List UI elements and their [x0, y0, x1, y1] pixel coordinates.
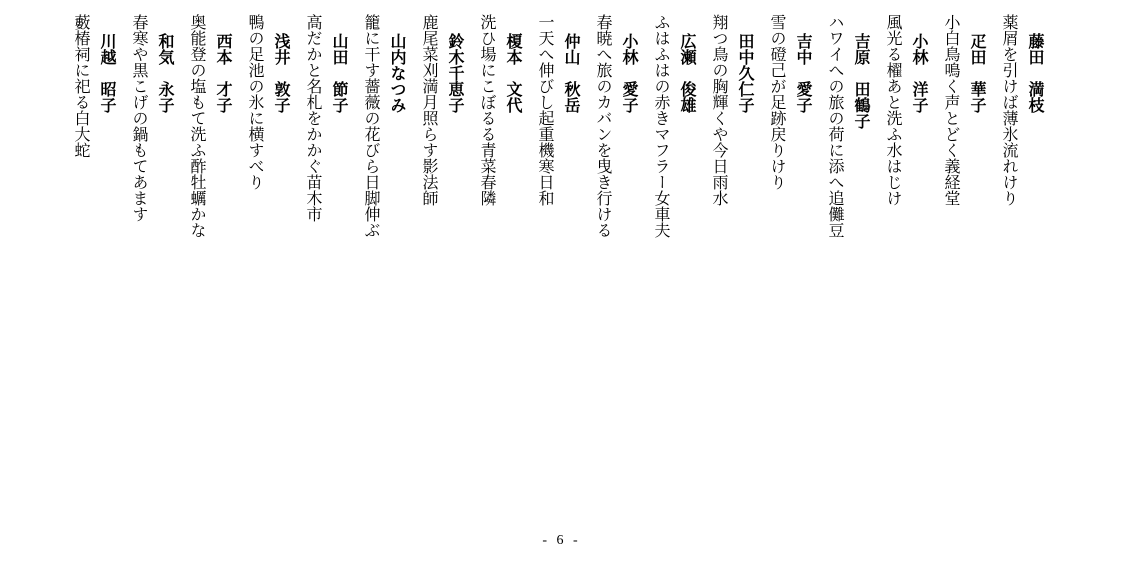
haiku-entry [67, 14, 127, 494]
haiku-poem: 翔つ鳥の胸輝くや今日雨水 [710, 14, 729, 206]
haiku-author: 小林 洋子 [910, 33, 929, 113]
haiku-poem: 風光る櫂あと洗ふ水はじけ [884, 14, 903, 206]
haiku-author: 藤田 満枝 [1026, 33, 1045, 113]
haiku-entry [531, 14, 591, 494]
haiku-entry [589, 14, 649, 494]
haiku-author: 小林 愛子 [620, 33, 639, 113]
haiku-entry [647, 14, 707, 494]
page-number: - 6 - [542, 533, 581, 548]
haiku-author: 広瀬 俊雄 [678, 33, 697, 113]
haiku-entry [995, 14, 1055, 494]
haiku-poem: 春暁へ旅のカバンを曳き行ける [594, 14, 613, 238]
haiku-entry [299, 14, 359, 494]
haiku-poem: ハワイへの旅の荷に添へ追儺豆 [826, 14, 845, 238]
haiku-poem: 鹿尾菜刈満月照らす影法師 [420, 14, 439, 206]
haiku-poem: 洗ひ場にこぼるる青菜春隣 [478, 14, 497, 206]
haiku-poem: ふはふはの赤きマフラー女車夫 [652, 14, 671, 238]
haiku-poem: 薬屑を引けば薄氷流れけり [1000, 14, 1019, 206]
haiku-poem: 鴨の足池の氷に横すべり [246, 14, 265, 190]
haiku-entry [937, 14, 997, 494]
haiku-author: 榎本 文代 [504, 33, 523, 113]
haiku-author: 川越 昭子 [98, 33, 117, 113]
haiku-author: 仲山 秋岳 [562, 33, 581, 113]
haiku-entry [125, 14, 185, 494]
haiku-entry [473, 14, 533, 494]
haiku-entry [821, 14, 881, 494]
haiku-poem: 高だかと名札をかかぐ苗木市 [304, 14, 323, 222]
haiku-author: 鈴木千恵子 [446, 33, 465, 113]
haiku-column-area [72, 14, 1055, 494]
haiku-entry [357, 14, 417, 494]
haiku-entry [183, 14, 243, 494]
haiku-entry [415, 14, 475, 494]
haiku-author: 吉中 愛子 [794, 33, 813, 113]
haiku-entry [879, 14, 939, 494]
haiku-author: 疋田 華子 [968, 33, 987, 113]
haiku-author: 西本 才子 [214, 33, 233, 113]
haiku-poem: 一天へ伸びし起重機寒日和 [536, 14, 555, 206]
haiku-author: 浅井 敦子 [272, 33, 291, 113]
haiku-entry [763, 14, 823, 494]
haiku-poem: 藪椿祠に祀る白大蛇 [72, 14, 91, 158]
haiku-poem: 春寒や黒こげの鍋もてあます [130, 14, 149, 222]
haiku-poem: 小白鳥鳴く声とどく義経堂 [942, 14, 961, 206]
haiku-author: 田中久仁子 [736, 33, 755, 113]
haiku-poem: 雪の磴己が足跡戻りけり [768, 14, 787, 190]
haiku-entry [705, 14, 765, 494]
haiku-entry [241, 14, 301, 494]
haiku-author: 吉原 田鶴子 [852, 33, 871, 129]
haiku-author: 山田 節子 [330, 33, 349, 113]
haiku-author: 山内なつみ [388, 33, 407, 113]
haiku-poem: 籠に干す薔薇の花びら日脚伸ぶ [362, 14, 381, 238]
haiku-poem: 奥能登の塩もて洗ふ酢牡蠣かな [188, 14, 207, 238]
haiku-author: 和気 永子 [156, 33, 175, 113]
